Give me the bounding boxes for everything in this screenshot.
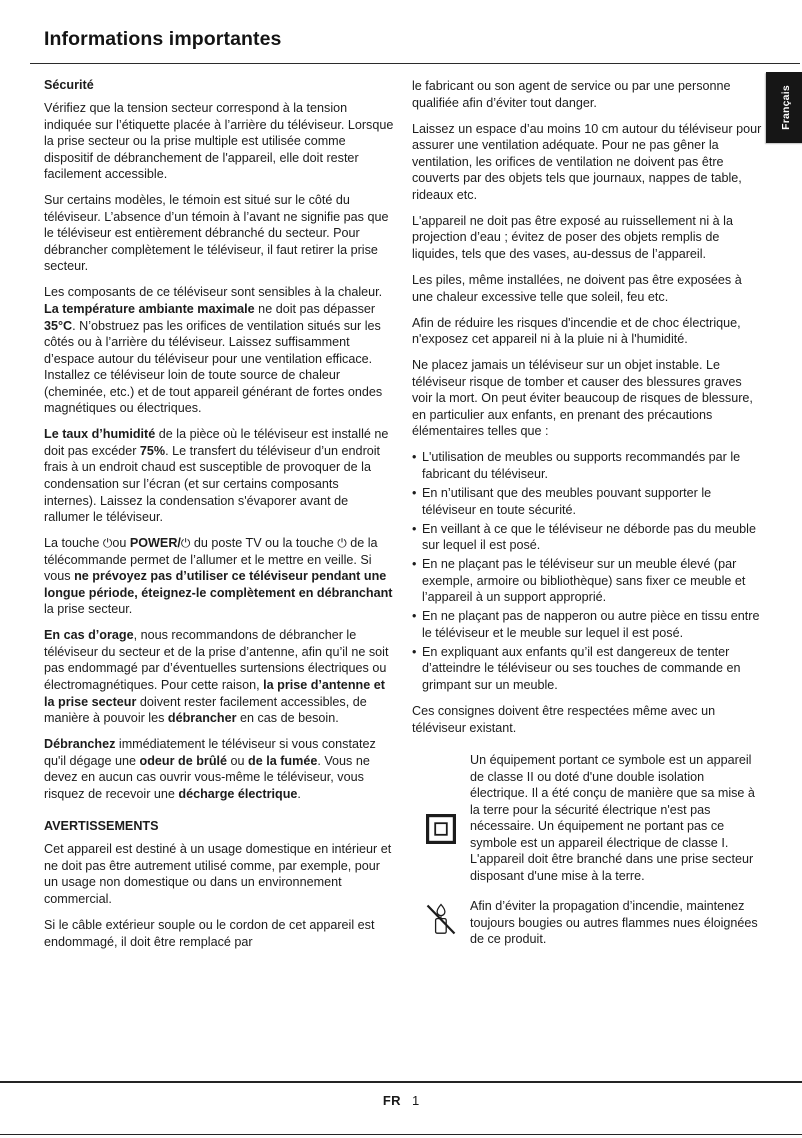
text-power-or: ou: [112, 536, 130, 551]
text-heat-mid: ne doit pas dépasser: [254, 302, 376, 317]
list-item: • En expliquant aux enfants qu’il est dangereux de tenter d’atteindre le téléviseur ou ses touches de commande en grimpant sur un meuble.: [412, 644, 762, 694]
language-tab-francais: [766, 72, 802, 143]
text-electric-shock: décharge électrique: [178, 786, 298, 801]
no-open-flame-candle-icon: [412, 898, 470, 940]
text-power-rest: de la télécommande permet de l’allumer et le mettre en veille. Si vous: [44, 536, 378, 584]
symbol-note-no-flame: [412, 898, 762, 948]
text-humidity-rest: . Le transfert du téléviseur d’un endroit frais à un endroit chaud est susceptible de provoquer de la condensation sur l’écran (et sur certains composants internes). Laissez la condensation s'évaporer avant de rallumer le téléviseur.: [44, 443, 381, 525]
list-item: • L'utilisation de meubles ou supports recommandés par le fabricant du téléviseur.: [412, 449, 762, 482]
text-unplug-period: .: [297, 786, 301, 801]
paragraph-storm: [44, 627, 394, 726]
paragraph-qualified-person: le fabricant ou son agent de service ou par une personne qualifiée afin d’éviter tout danger.: [412, 79, 731, 110]
header-divider: [30, 63, 800, 64]
text-max-ambient-temp: La température ambiante maximale: [44, 302, 255, 317]
text-power-label: POWER/: [129, 536, 181, 551]
text-power-mid: du poste TV ou la touche: [190, 536, 338, 551]
list-item: • En ne plaçant pas le téléviseur sur un meuble élevé (par exemple, armoire ou bibliothèque) sans fixer ce meuble et l’appareil à un support approprié.: [412, 556, 762, 606]
text-power-intro: La touche: [44, 536, 103, 551]
page-title: Informations importantes: [44, 28, 282, 50]
text-unplug-rest: . Vous ne devez en aucun cas ouvrir vous-même le téléviseur, vous risquez de recevoir une: [44, 753, 370, 801]
text-storm-mid: , nous recommandons de débrancher le téléviseur du secteur et de la prise d’antenne, afin qu’il ne soit pas endommagé par d’éventuelles surtensions électriques ou électromagnétiques. Pour cette raison,: [44, 628, 389, 692]
text-unplug-label: Débranchez: [44, 737, 116, 752]
paragraph-voltage: Vérifiez que la tension secteur correspond à la tension indiquée sur l’étiquette placée à l’arrière du téléviseur. Lorsque la prise secteur ou la prise multiple est utilisée comme dispositif de débranchement de l'appareil, elle doit rester facilement accessible.: [44, 101, 394, 182]
paragraph-power-button: [44, 535, 394, 618]
list-item: • En n’utilisant que des meubles pouvant supporter le téléviseur en toute sécurité.: [412, 485, 762, 518]
footer-divider-bottom: [0, 1134, 802, 1135]
footer-page-number: 1: [411, 1093, 420, 1108]
text-storm-tail: en cas de besoin.: [236, 711, 339, 726]
footer-language-code: FR: [382, 1093, 401, 1108]
text-storm-sockets: la prise d’antenne et la prise secteur: [44, 678, 385, 709]
text-power-tail: la prise secteur.: [44, 602, 133, 617]
paragraph-damaged-cord: Si le câble extérieur souple ou le cordon de cet appareil est endommagé, il doit être remplacé par: [44, 918, 375, 949]
footer-divider-top: [0, 1081, 802, 1083]
text-heat-rest: . N’obstruez pas les orifices de ventilation situés sur les côtés ou à l’arrière du téléviseur. Laissez suffisamment d’espace autour du téléviseur pour une ventilation efficace. Installez ce téléviseur loin de toute source de chaleur (cheminée, etc.) et de tout appareil générant de fortes ondes magnétiques ou électriques.: [44, 318, 383, 416]
paragraph-domestic-use: Cet appareil est destiné à un usage domestique en intérieur et ne doit pas être autrement utilisé comme, par exemple, pour un usage non domestique ou dans un environnement commercial.: [44, 842, 392, 906]
power-symbol-icon-3: ⏻: [337, 536, 347, 551]
paragraph-indicator: Sur certains modèles, le témoin est situé sur le côté du téléviseur. L’absence d’un témoin à l’avant ne signifie pas que le téléviseur est entièrement débranché du secteur. Pour débrancher complètement le téléviseur, il faut retirer la prise secteur.: [44, 193, 389, 274]
heading-avertissements: AVERTISSEMENTS: [44, 819, 159, 834]
list-item: • En veillant à ce que le téléviseur ne déborde pas du meuble sur lequel il est posé.: [412, 521, 762, 554]
text-power-bold: ne prévoyez pas d’utiliser ce téléviseur pendant une longue période, éteignez-le complètement en débranchant: [44, 569, 393, 600]
text-storm-label: En cas d’orage: [44, 628, 134, 643]
power-symbol-icon-2: ⏻: [180, 536, 191, 551]
paragraph-fire-shock-risk: Afin de réduire les risques d'incendie et de choc électrique, n'exposez cet appareil ni à la pluie ni à l'humidité.: [412, 315, 741, 347]
heading-securite: Sécurité: [44, 78, 94, 92]
text-humidity-value: 75%: [139, 443, 166, 458]
list-item: • En ne plaçant pas de napperon ou autre pièce en tissu entre le téléviseur et le meuble sur lequel il est posé.: [412, 608, 762, 641]
text-storm-unplug: débrancher: [167, 711, 237, 726]
text-temp-value: 35°C: [44, 318, 73, 333]
footer: [0, 1093, 802, 1108]
text-unplug-or: ou: [227, 753, 249, 768]
power-symbol-icon: ⏻: [102, 536, 113, 551]
text-humidity-label: Le taux d’humidité: [44, 427, 156, 442]
paragraph-unstable-surface: Ne placez jamais un téléviseur sur un objet instable. Le téléviseur risque de tomber et causer des blessures graves voir la mort. On peut éviter beaucoup de risques de blessure, en particulier aux enfants, en prenant des précautions élémentaires telles que :: [412, 358, 753, 439]
paragraph-existing-tv: Ces consignes doivent être respectées même avec un téléviseur existant.: [412, 704, 716, 735]
text-unplug-mid: immédiatement le téléviseur si vous constatez qu'il dégage une: [44, 737, 376, 768]
symbol-note-text: Un équipement portant ce symbole est un appareil de classe II ou doté d'une double isolation électrique. Il a été conçu de manière que sa mise à la terre pour la sécurité électrique n'est pas nécessaire. Un équipement ne portant pas ce symbole est un appareil électrique de classe I. L'appareil doit être branché dans une prise secteur disposant d'une mise à la terre.: [470, 753, 755, 883]
symbol-note-class-two: [412, 752, 762, 884]
paragraph-unplug-smoke: [44, 736, 394, 802]
text-storm-mid2: doivent rester facilement accessibles, de manière à pouvoir les: [44, 694, 367, 726]
text-burn-smell: odeur de brûlé: [139, 753, 228, 768]
symbol-note-text: Afin d’éviter la propagation d’incendie, maintenez toujours bougies ou autres flammes nues éloignées de ce produit.: [470, 899, 758, 947]
paragraph-heat: [44, 284, 394, 416]
text-smoke: de la fumée: [248, 753, 318, 768]
paragraph-water-exposure: L'appareil ne doit pas être exposé au ruissellement ni à la projection d’eau ; évitez de poser des objets remplis de liquides, tels que des vases, au-dessus de l’appareil.: [412, 213, 733, 261]
text-heat-intro: Les composants de ce téléviseur sont sensibles à la chaleur.: [44, 285, 383, 300]
class-two-double-insulation-icon: [412, 752, 470, 844]
language-tab-label: Français: [780, 85, 792, 130]
right-column: [412, 78, 762, 948]
paragraph-humidity: [44, 426, 394, 525]
safety-precautions-list: [412, 449, 762, 693]
text-humidity-mid: de la pièce où le téléviseur est installé ne doit pas excéder: [44, 427, 389, 458]
left-column: [44, 78, 394, 950]
paragraph-batteries-heat: Les piles, même installées, ne doivent pas être exposées à une chaleur excessive telle que soleil, feu etc.: [412, 272, 742, 304]
paragraph-ventilation-space: Laissez un espace d’au moins 10 cm autour du téléviseur pour assurer une ventilation adéquate. Pour ne pas gêner la ventilation, les orifices de ventilation ne doivent pas être couverts par des objets tels que journaux, nappes de table, rideaux etc.: [412, 121, 762, 202]
